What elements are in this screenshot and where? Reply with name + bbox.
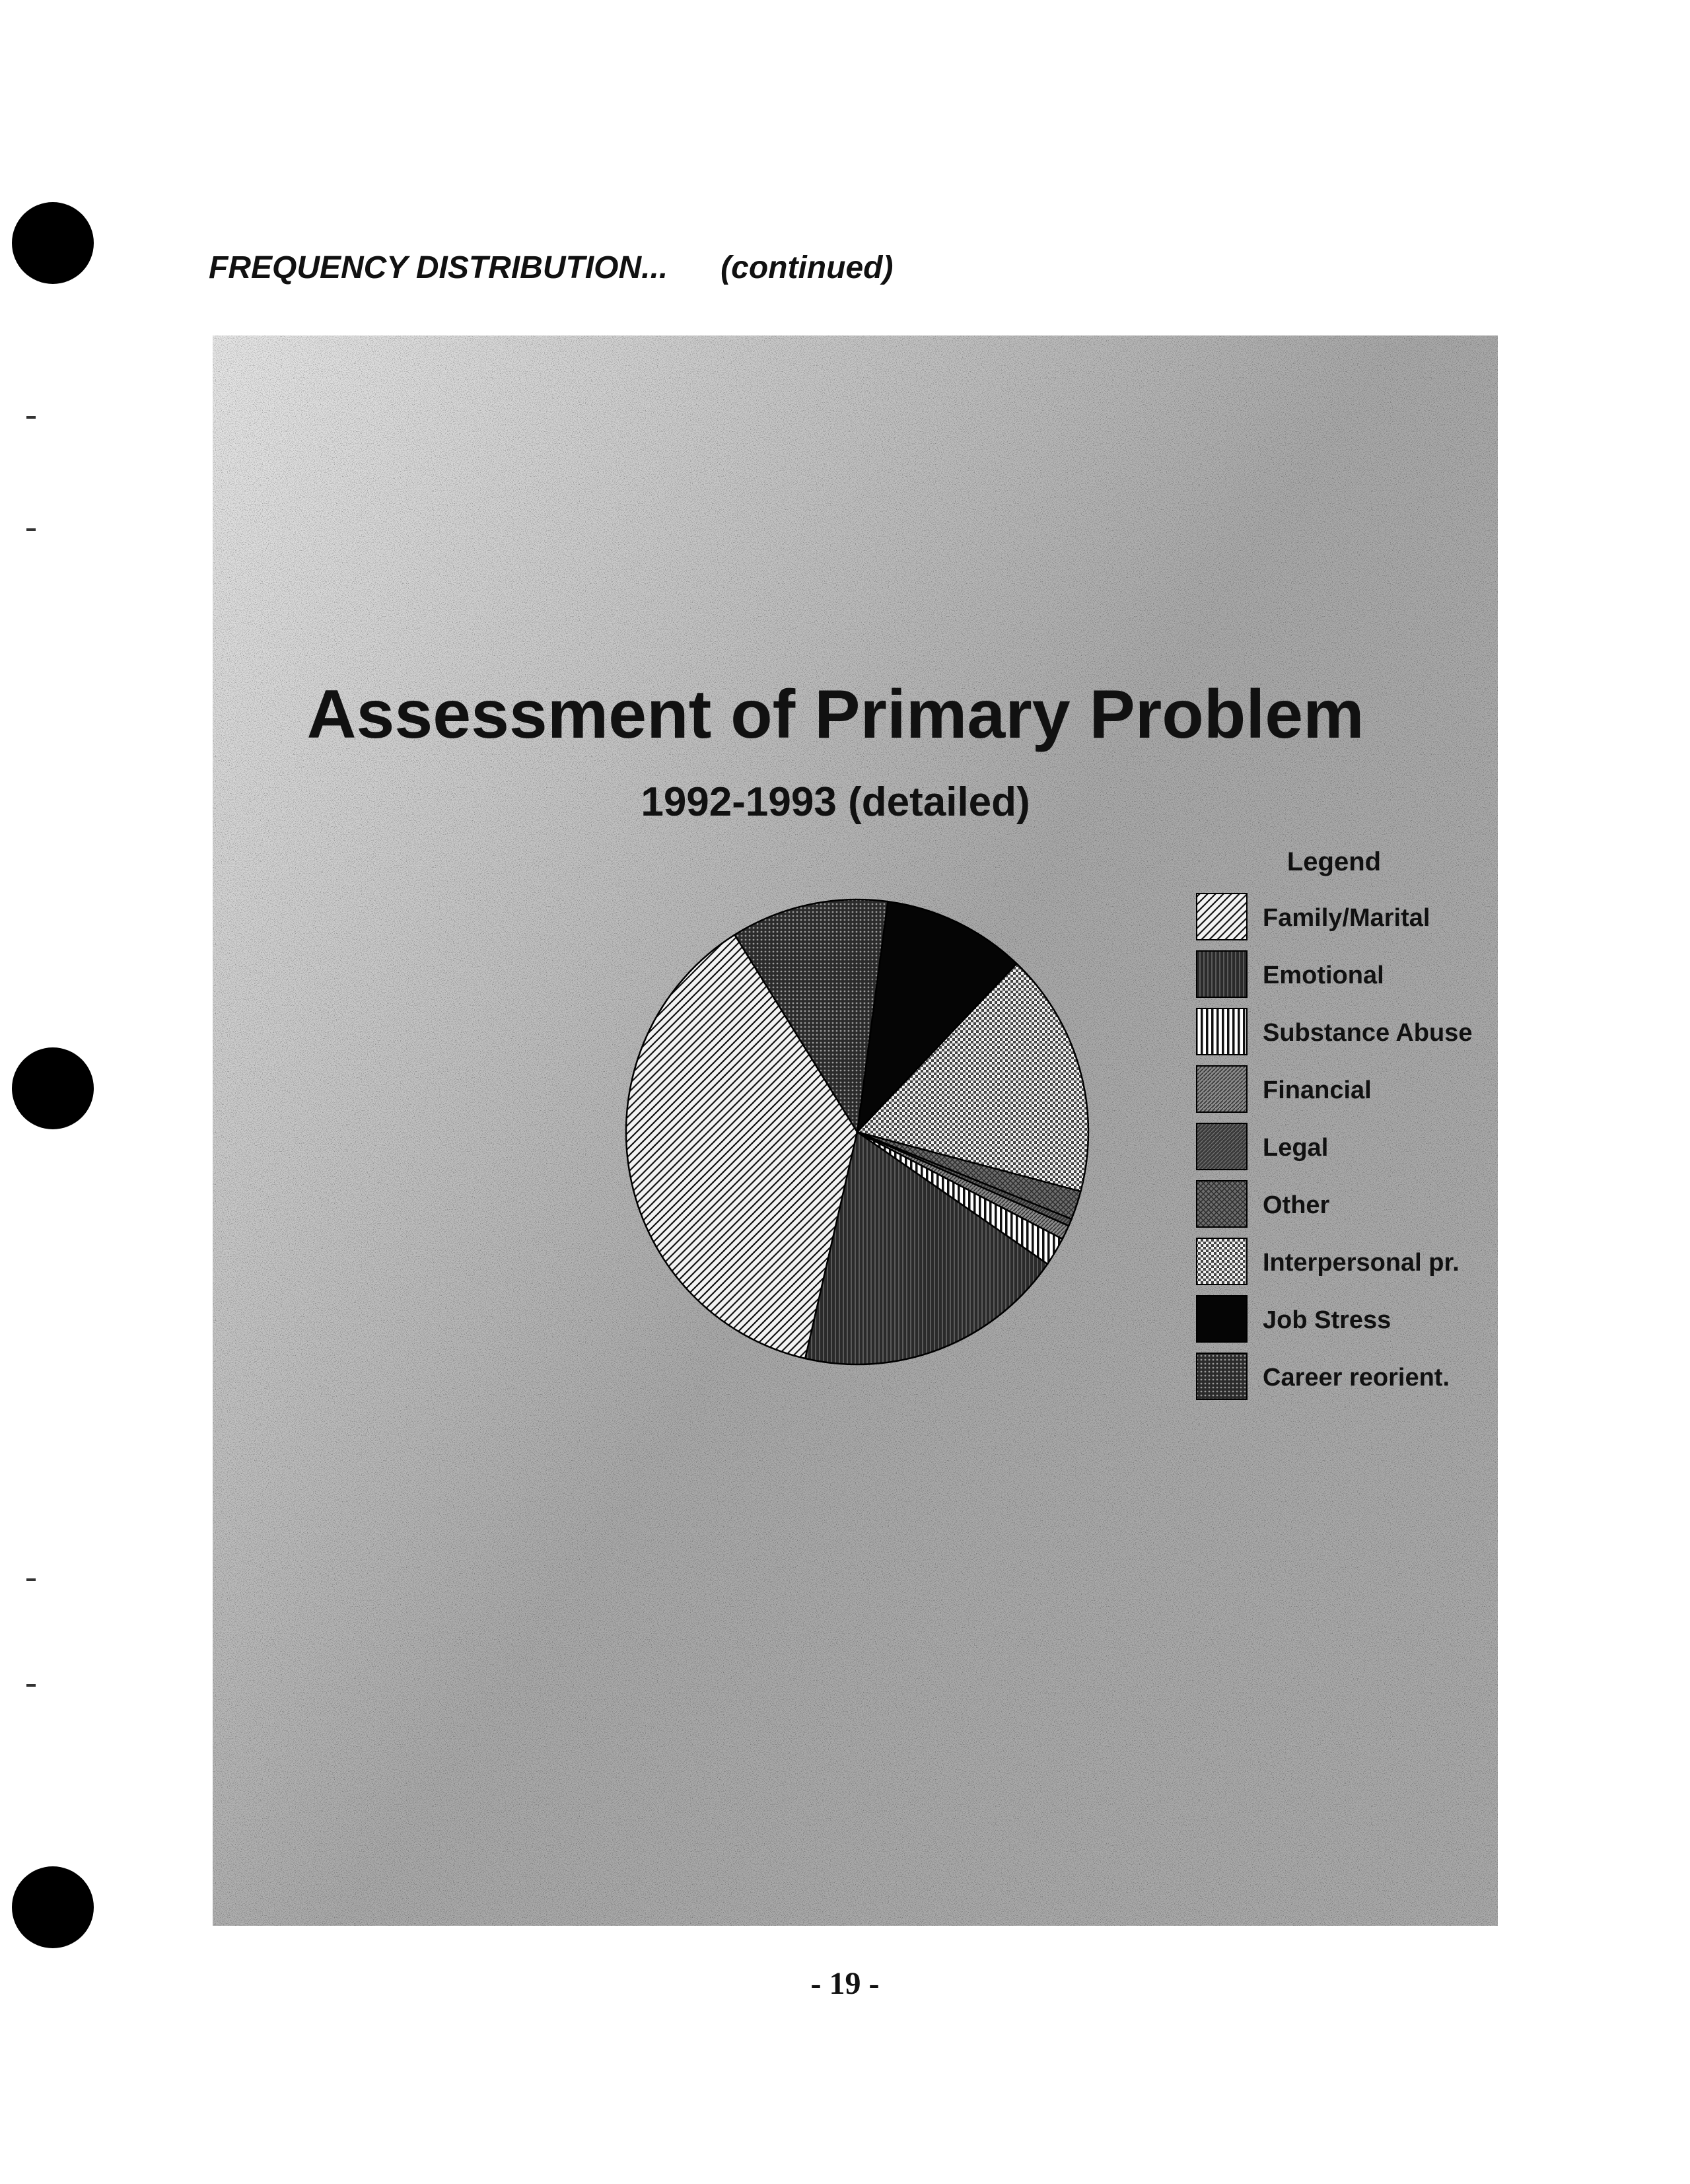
legend-label: Career reorient. (1263, 1364, 1450, 1391)
scan-mark (26, 528, 36, 531)
section-header (209, 250, 893, 286)
legend-label: Legal (1263, 1134, 1329, 1162)
legend-label: Financial (1263, 1076, 1372, 1104)
header-main: FREQUENCY DISTRIBUTION... (209, 250, 668, 285)
legend-swatch (1197, 1008, 1247, 1055)
scan-mark (26, 1578, 36, 1581)
legend-label: Family/Marital (1263, 904, 1430, 932)
legend-label: Substance Abuse (1263, 1019, 1473, 1047)
legend-swatch (1197, 1353, 1247, 1399)
pie-slices (626, 899, 1088, 1364)
legend-label: Job Stress (1263, 1306, 1391, 1334)
scan-mark (26, 1684, 36, 1687)
pie-chart (213, 335, 1498, 1926)
chart-title: Assessment of Primary Problem (306, 676, 1364, 753)
legend-swatch (1197, 951, 1247, 997)
punch-hole (12, 202, 94, 284)
legend-swatch (1197, 894, 1247, 940)
punch-hole (12, 1047, 94, 1129)
chart-subtitle: 1992-1993 (detailed) (641, 779, 1030, 825)
legend-swatch (1197, 1238, 1247, 1285)
legend-swatch (1197, 1296, 1247, 1342)
legend-label: Interpersonal pr. (1263, 1249, 1460, 1277)
legend-label: Emotional (1263, 962, 1384, 989)
legend-swatch (1197, 1181, 1247, 1227)
scan-mark (26, 416, 36, 419)
legend-swatch (1197, 1066, 1247, 1112)
punch-hole (12, 1866, 94, 1948)
header-continued: (continued) (721, 250, 894, 285)
page-number: - 19 - (810, 1966, 880, 2001)
legend-swatch (1197, 1123, 1247, 1170)
legend-label: Other (1263, 1191, 1330, 1219)
chart-panel (213, 335, 1498, 1926)
legend-title: Legend (1286, 847, 1382, 876)
